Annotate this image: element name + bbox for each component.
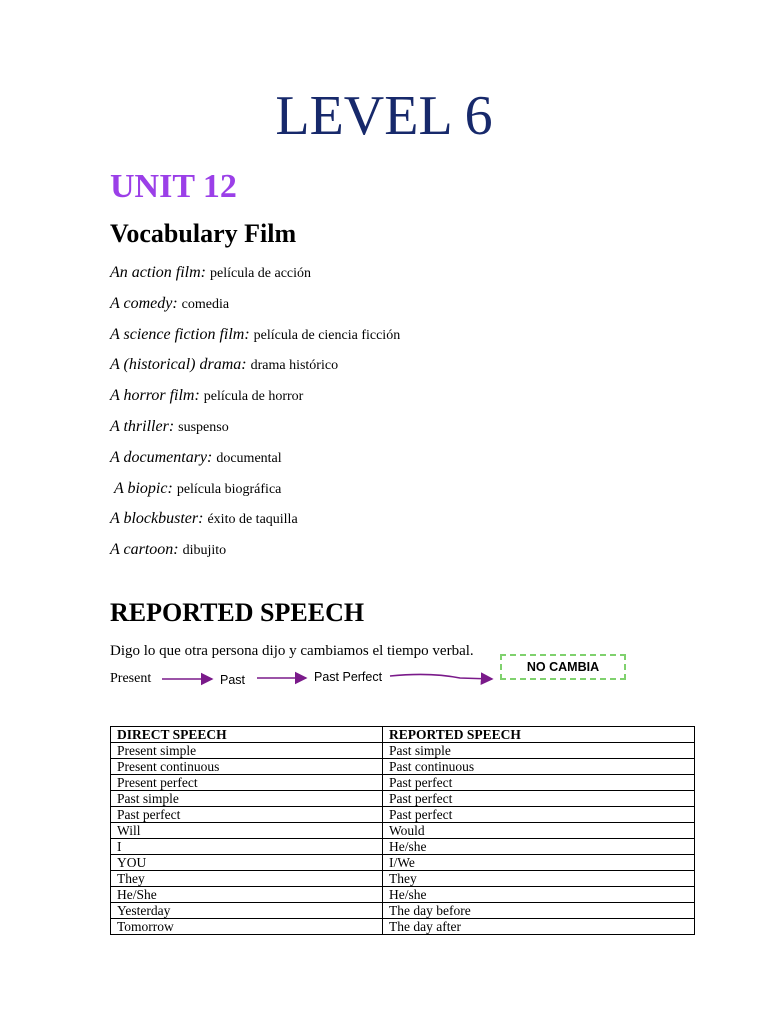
reported-cell: The day after (383, 919, 695, 935)
reported-speech-header: REPORTED SPEECH (383, 727, 695, 743)
direct-cell: Past perfect (111, 807, 383, 823)
direct-speech-header: DIRECT SPEECH (111, 727, 383, 743)
vocab-term: A thriller: (110, 417, 175, 435)
vocab-item (110, 447, 400, 478)
vocab-term: A comedy: (110, 294, 178, 312)
vocab-item (110, 354, 400, 385)
level-title: LEVEL 6 (275, 85, 493, 147)
arrow-past-perfect-to-no-change (390, 674, 492, 679)
vocab-term: A (historical) drama: (110, 356, 247, 374)
vocab-definition: película de ciencia ficción (253, 327, 401, 343)
reported-cell: Past continuous (383, 759, 695, 775)
vocab-term: An action film: (110, 264, 206, 281)
reported-cell: Past perfect (383, 807, 695, 823)
reported-speech-description: Digo lo que otra persona dijo y cambiamos el tiempo verbal. (110, 643, 474, 659)
vocab-definition: éxito de taquilla (207, 512, 298, 528)
table-row (111, 759, 695, 775)
vocabulary-heading: Vocabulary Film (110, 219, 297, 248)
unit-title: UNIT 12 (110, 168, 237, 205)
vocab-term: A horror film: (110, 387, 200, 405)
table-row (111, 807, 695, 823)
direct-cell: They (111, 871, 383, 887)
reported-cell: Past simple (383, 743, 695, 759)
vocab-item (110, 324, 400, 355)
reported-cell: He/she (383, 887, 695, 903)
vocab-term: A blockbuster: (110, 510, 204, 528)
flow-present-label: Present (110, 671, 152, 686)
table-row (111, 839, 695, 855)
vocab-item (110, 416, 400, 447)
reported-speech-heading: REPORTED SPEECH (110, 598, 365, 627)
table-row (111, 791, 695, 807)
table-row (111, 871, 695, 887)
vocab-item (110, 262, 400, 293)
table-row (111, 823, 695, 839)
vocab-term: A science fiction film: (110, 325, 250, 343)
table-row (111, 775, 695, 791)
vocab-definition: película de acción (209, 266, 312, 281)
direct-cell: YOU (111, 855, 383, 871)
reported-cell: He/she (383, 839, 695, 855)
vocab-term: A documentary: (110, 448, 213, 466)
vocab-definition: comedia (181, 296, 230, 312)
table-header-row (111, 727, 695, 743)
direct-cell: Present perfect (111, 775, 383, 791)
vocab-item (110, 539, 400, 570)
direct-cell: Will (111, 823, 383, 839)
flow-past-label: Past (220, 673, 246, 687)
vocab-term: A cartoon: (110, 541, 179, 559)
reported-cell: I/We (383, 855, 695, 871)
table-row (111, 743, 695, 759)
vocab-term: A biopic: (114, 479, 173, 497)
direct-cell: Present continuous (111, 759, 383, 775)
vocabulary-list (110, 262, 400, 570)
vocab-definition: suspenso (178, 419, 229, 435)
flow-past-perfect-label: Past Perfect (314, 670, 383, 684)
direct-cell: I (111, 839, 383, 855)
reported-cell: Would (383, 823, 695, 839)
vocab-item (110, 385, 400, 416)
vocab-definition: película biográfica (176, 481, 282, 497)
reported-cell: Past perfect (383, 791, 695, 807)
vocab-item (110, 508, 400, 539)
reported-cell: Past perfect (383, 775, 695, 791)
vocab-item (110, 478, 400, 509)
vocab-definition: documental (216, 450, 282, 466)
table-row (111, 887, 695, 903)
reported-cell: The day before (383, 903, 695, 919)
direct-cell: Tomorrow (111, 919, 383, 935)
vocab-definition: película de horror (203, 389, 304, 405)
direct-cell: He/She (111, 887, 383, 903)
vocab-item (110, 293, 400, 324)
no-change-box: NO CAMBIA (500, 654, 626, 680)
table-row (111, 855, 695, 871)
reported-speech-table (110, 726, 695, 935)
direct-cell: Present simple (111, 743, 383, 759)
table-row (111, 903, 695, 919)
table-row (111, 919, 695, 935)
vocab-definition: drama histórico (250, 358, 339, 374)
vocab-definition: dibujito (182, 543, 227, 559)
direct-cell: Past simple (111, 791, 383, 807)
reported-cell: They (383, 871, 695, 887)
direct-cell: Yesterday (111, 903, 383, 919)
